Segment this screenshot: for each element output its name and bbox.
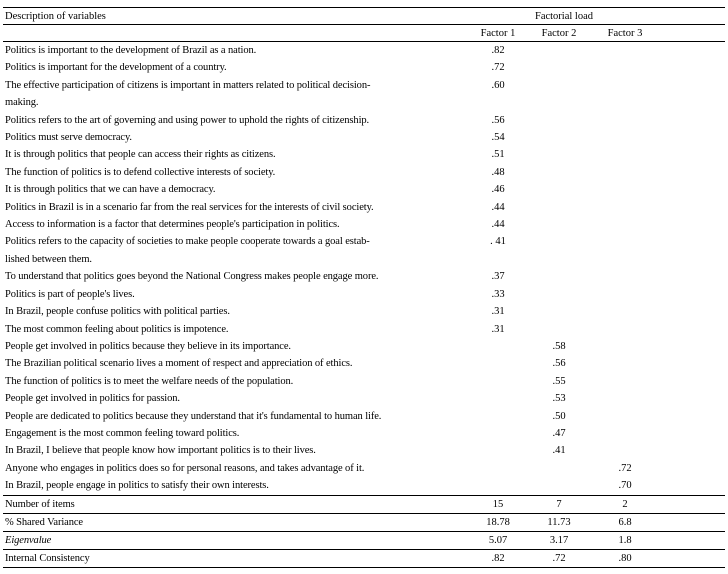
factorial-load-group-header: Factorial load	[468, 8, 660, 25]
factor-1-loading: .48	[491, 166, 505, 178]
header-spacer	[3, 25, 468, 42]
variable-description: Access to information is a factor that determines people's participation in politics.	[5, 219, 340, 231]
factor-2-column-header: Factor 2	[528, 25, 590, 42]
row-spacer	[660, 199, 725, 216]
variable-row	[3, 425, 725, 442]
factor-1-column-header: Factor 1	[468, 25, 528, 42]
factor-3-loading	[590, 321, 660, 338]
factor-3-loading	[590, 268, 660, 285]
row-spacer	[660, 460, 725, 477]
factor-3-loading	[590, 286, 660, 303]
variable-row	[3, 390, 725, 407]
variable-description: Politics is important to the development of Brazil as a nation.	[5, 45, 257, 56]
factor-3-loading	[590, 390, 660, 407]
factor-3-loading	[590, 355, 660, 372]
summary-factor-3: 1.8	[590, 531, 660, 549]
factor-2-loading: .41	[552, 445, 566, 457]
row-spacer	[660, 338, 725, 355]
factor-3-loading	[590, 199, 660, 216]
factor-3-loading	[590, 129, 660, 146]
summary-row	[3, 531, 725, 549]
variable-description: Politics refers to the art of governing and using power to uphold the rights of citizenship.	[5, 114, 370, 126]
summary-factor-2: 3.17	[528, 531, 590, 549]
factor-2-loading	[528, 303, 590, 320]
row-spacer	[660, 321, 725, 338]
row-spacer	[660, 477, 725, 495]
factor-2-loading: .58	[552, 340, 566, 352]
row-spacer	[660, 425, 725, 442]
variable-rows-section	[3, 42, 725, 496]
factorial-load-table	[3, 7, 725, 568]
summary-row	[3, 549, 725, 567]
factor-3-column-header: Factor 3	[590, 25, 660, 42]
row-spacer	[660, 112, 725, 129]
row-spacer	[660, 216, 725, 233]
factor-1-loading: .37	[491, 271, 505, 283]
factor-3-loading	[590, 303, 660, 320]
description-line-2: lished between them.	[5, 253, 92, 265]
header-spacer	[660, 25, 725, 42]
factor-1-loading: .33	[491, 288, 505, 300]
row-spacer	[660, 42, 725, 60]
table-header	[3, 8, 725, 42]
factor-3-loading	[590, 216, 660, 233]
factor-3-loading: .70	[618, 480, 632, 492]
row-spacer	[660, 146, 725, 163]
description-line-1: Politics refers to the capacity of societies to make people cooperate towards a goal estab-	[5, 236, 370, 248]
factor-1-loading: .46	[491, 184, 505, 196]
factor-1-loading: .56	[491, 114, 505, 126]
variable-row	[3, 303, 725, 320]
factor-1-loading: .31	[491, 323, 505, 335]
factor-2-loading	[528, 460, 590, 477]
row-spacer	[660, 303, 725, 320]
factor-2-loading	[528, 77, 590, 112]
variable-description: Politics is part of people's lives.	[5, 288, 135, 300]
variable-row	[3, 355, 725, 372]
row-spacer	[660, 233, 725, 268]
variable-description: Politics is important for the development of a country.	[5, 62, 227, 74]
row-spacer	[660, 495, 725, 513]
variable-row	[3, 338, 725, 355]
factor-1-loading: .31	[491, 306, 505, 318]
summary-label: % Shared Variance	[3, 513, 468, 531]
variable-description: People get involved in politics for passion.	[5, 393, 180, 405]
factor-2-loading	[528, 181, 590, 198]
description-line-1: The effective participation of citizens is important in matters related to political decision-	[5, 79, 371, 91]
summary-factor-1: 5.07	[468, 531, 528, 549]
factor-2-loading	[528, 233, 590, 268]
row-spacer	[660, 286, 725, 303]
summary-label: Internal Consistency	[3, 549, 468, 567]
factor-3-loading	[590, 42, 660, 60]
variable-row	[3, 146, 725, 163]
summary-factor-3: 6.8	[590, 513, 660, 531]
variable-row	[3, 129, 725, 146]
factor-2-loading	[528, 286, 590, 303]
summary-factor-1: 15	[468, 495, 528, 513]
description-line-2: making.	[5, 97, 39, 109]
variable-row	[3, 42, 725, 60]
variable-description: The Brazilian political scenario lives a moment of respect and appreciation of ethics.	[5, 358, 353, 370]
row-spacer	[660, 268, 725, 285]
variable-description: In Brazil, I believe that people know how important politics is to their lives.	[5, 445, 316, 457]
variable-row	[3, 268, 725, 285]
variable-description: It is through politics that we can have a democracy.	[5, 184, 216, 196]
factor-1-loading	[468, 373, 528, 390]
factor-1-loading: .44	[491, 201, 505, 213]
row-spacer	[660, 549, 725, 567]
factor-2-loading	[528, 59, 590, 76]
factor-3-loading	[590, 408, 660, 425]
factor-1-loading	[468, 442, 528, 459]
factor-3-loading	[590, 164, 660, 181]
factor-2-loading	[528, 268, 590, 285]
variable-row	[3, 233, 725, 268]
row-spacer	[660, 129, 725, 146]
summary-factor-2: 11.73	[528, 513, 590, 531]
factor-1-loading	[468, 408, 528, 425]
variable-description: People get involved in politics because they believe in its importance.	[5, 340, 291, 352]
factor-2-loading	[528, 146, 590, 163]
factor-2-loading	[528, 216, 590, 233]
summary-label: Eigenvalue	[3, 531, 468, 549]
header-spacer	[660, 8, 725, 25]
factor-3-loading	[590, 425, 660, 442]
row-spacer	[660, 408, 725, 425]
summary-factor-2: .72	[528, 549, 590, 567]
row-spacer	[660, 390, 725, 407]
variable-row	[3, 408, 725, 425]
factor-2-loading: .50	[552, 410, 566, 422]
variable-row	[3, 477, 725, 495]
summary-factor-2: 7	[528, 495, 590, 513]
factor-3-loading	[590, 181, 660, 198]
factor-3-loading	[590, 233, 660, 268]
variable-description: In Brazil, people engage in politics to satisfy their own interests.	[5, 480, 269, 492]
variable-row	[3, 164, 725, 181]
row-spacer	[660, 164, 725, 181]
variable-row	[3, 373, 725, 390]
summary-row	[3, 495, 725, 513]
factor-2-loading	[528, 164, 590, 181]
factor-2-loading: .53	[552, 393, 566, 405]
row-spacer	[660, 531, 725, 549]
factor-1-loading: .72	[491, 62, 505, 74]
row-spacer	[660, 77, 725, 112]
variable-row	[3, 181, 725, 198]
factor-1-loading	[468, 355, 528, 372]
row-spacer	[660, 373, 725, 390]
factor-1-loading: .60	[491, 79, 505, 91]
variable-description: The function of politics is to meet the welfare needs of the population.	[5, 375, 294, 387]
factor-2-loading	[528, 42, 590, 60]
variable-row	[3, 460, 725, 477]
variable-row	[3, 216, 725, 233]
summary-factor-1: .82	[468, 549, 528, 567]
factor-1-loading	[468, 425, 528, 442]
variable-row	[3, 286, 725, 303]
row-spacer	[660, 59, 725, 76]
summary-row	[3, 513, 725, 531]
summary-label: Number of items	[3, 495, 468, 513]
variable-description: It is through politics that people can access their rights as citizens.	[5, 149, 276, 161]
factor-1-loading	[468, 338, 528, 355]
variable-description: Engagement is the most common feeling toward politics.	[5, 427, 240, 439]
factor-3-loading	[590, 338, 660, 355]
summary-factor-3: .80	[590, 549, 660, 567]
variable-row	[3, 112, 725, 129]
variable-row	[3, 321, 725, 338]
variable-row	[3, 77, 725, 112]
header-group-row	[3, 8, 725, 25]
row-spacer	[660, 355, 725, 372]
variable-row	[3, 442, 725, 459]
variable-description: To understand that politics goes beyond the National Congress makes people engage more.	[5, 271, 379, 283]
factor-3-loading	[590, 146, 660, 163]
description-column-header: Description of variables	[3, 8, 468, 25]
factor-3-loading	[590, 112, 660, 129]
variable-description	[3, 77, 468, 112]
factor-1-loading: . 41	[490, 236, 506, 248]
factor-3-loading: .72	[618, 462, 632, 474]
factor-1-loading	[468, 460, 528, 477]
factor-1-loading: .44	[491, 219, 505, 231]
variable-row	[3, 199, 725, 216]
factor-3-loading	[590, 442, 660, 459]
summary-rows-section	[3, 495, 725, 567]
factor-2-loading: .55	[552, 375, 566, 387]
variable-description: People are dedicated to politics because they understand that it's fundamental to human life.	[5, 410, 382, 422]
factor-3-loading	[590, 59, 660, 76]
variable-description: In Brazil, people confuse politics with political parties.	[5, 306, 230, 318]
variable-description: Politics in Brazil is in a scenario far from the real services for the interests of civil society.	[5, 201, 374, 213]
summary-factor-1: 18.78	[468, 513, 528, 531]
row-spacer	[660, 442, 725, 459]
row-spacer	[660, 181, 725, 198]
variable-description: Politics must serve democracy.	[5, 132, 132, 144]
factor-2-loading: .47	[552, 427, 566, 439]
variable-description	[3, 233, 468, 268]
factor-1-loading	[468, 477, 528, 495]
factor-2-loading	[528, 477, 590, 495]
factor-1-loading: .51	[491, 149, 505, 161]
summary-factor-3: 2	[590, 495, 660, 513]
header-factors-row	[3, 25, 725, 42]
row-spacer	[660, 513, 725, 531]
variable-description: The function of politics is to defend collective interests of society.	[5, 166, 276, 178]
factor-3-loading	[590, 77, 660, 112]
factor-2-loading	[528, 129, 590, 146]
factor-3-loading	[590, 373, 660, 390]
variable-description: Anyone who engages in politics does so for personal reasons, and takes advantage of it.	[5, 462, 365, 474]
factor-1-loading: .82	[491, 45, 505, 56]
variable-description: The most common feeling about politics is impotence.	[5, 323, 229, 335]
factor-1-loading	[468, 390, 528, 407]
factor-2-loading	[528, 321, 590, 338]
factor-1-loading: .54	[491, 132, 505, 144]
factor-2-loading	[528, 199, 590, 216]
factor-2-loading: .56	[552, 358, 566, 370]
factor-2-loading	[528, 112, 590, 129]
variable-row	[3, 59, 725, 76]
